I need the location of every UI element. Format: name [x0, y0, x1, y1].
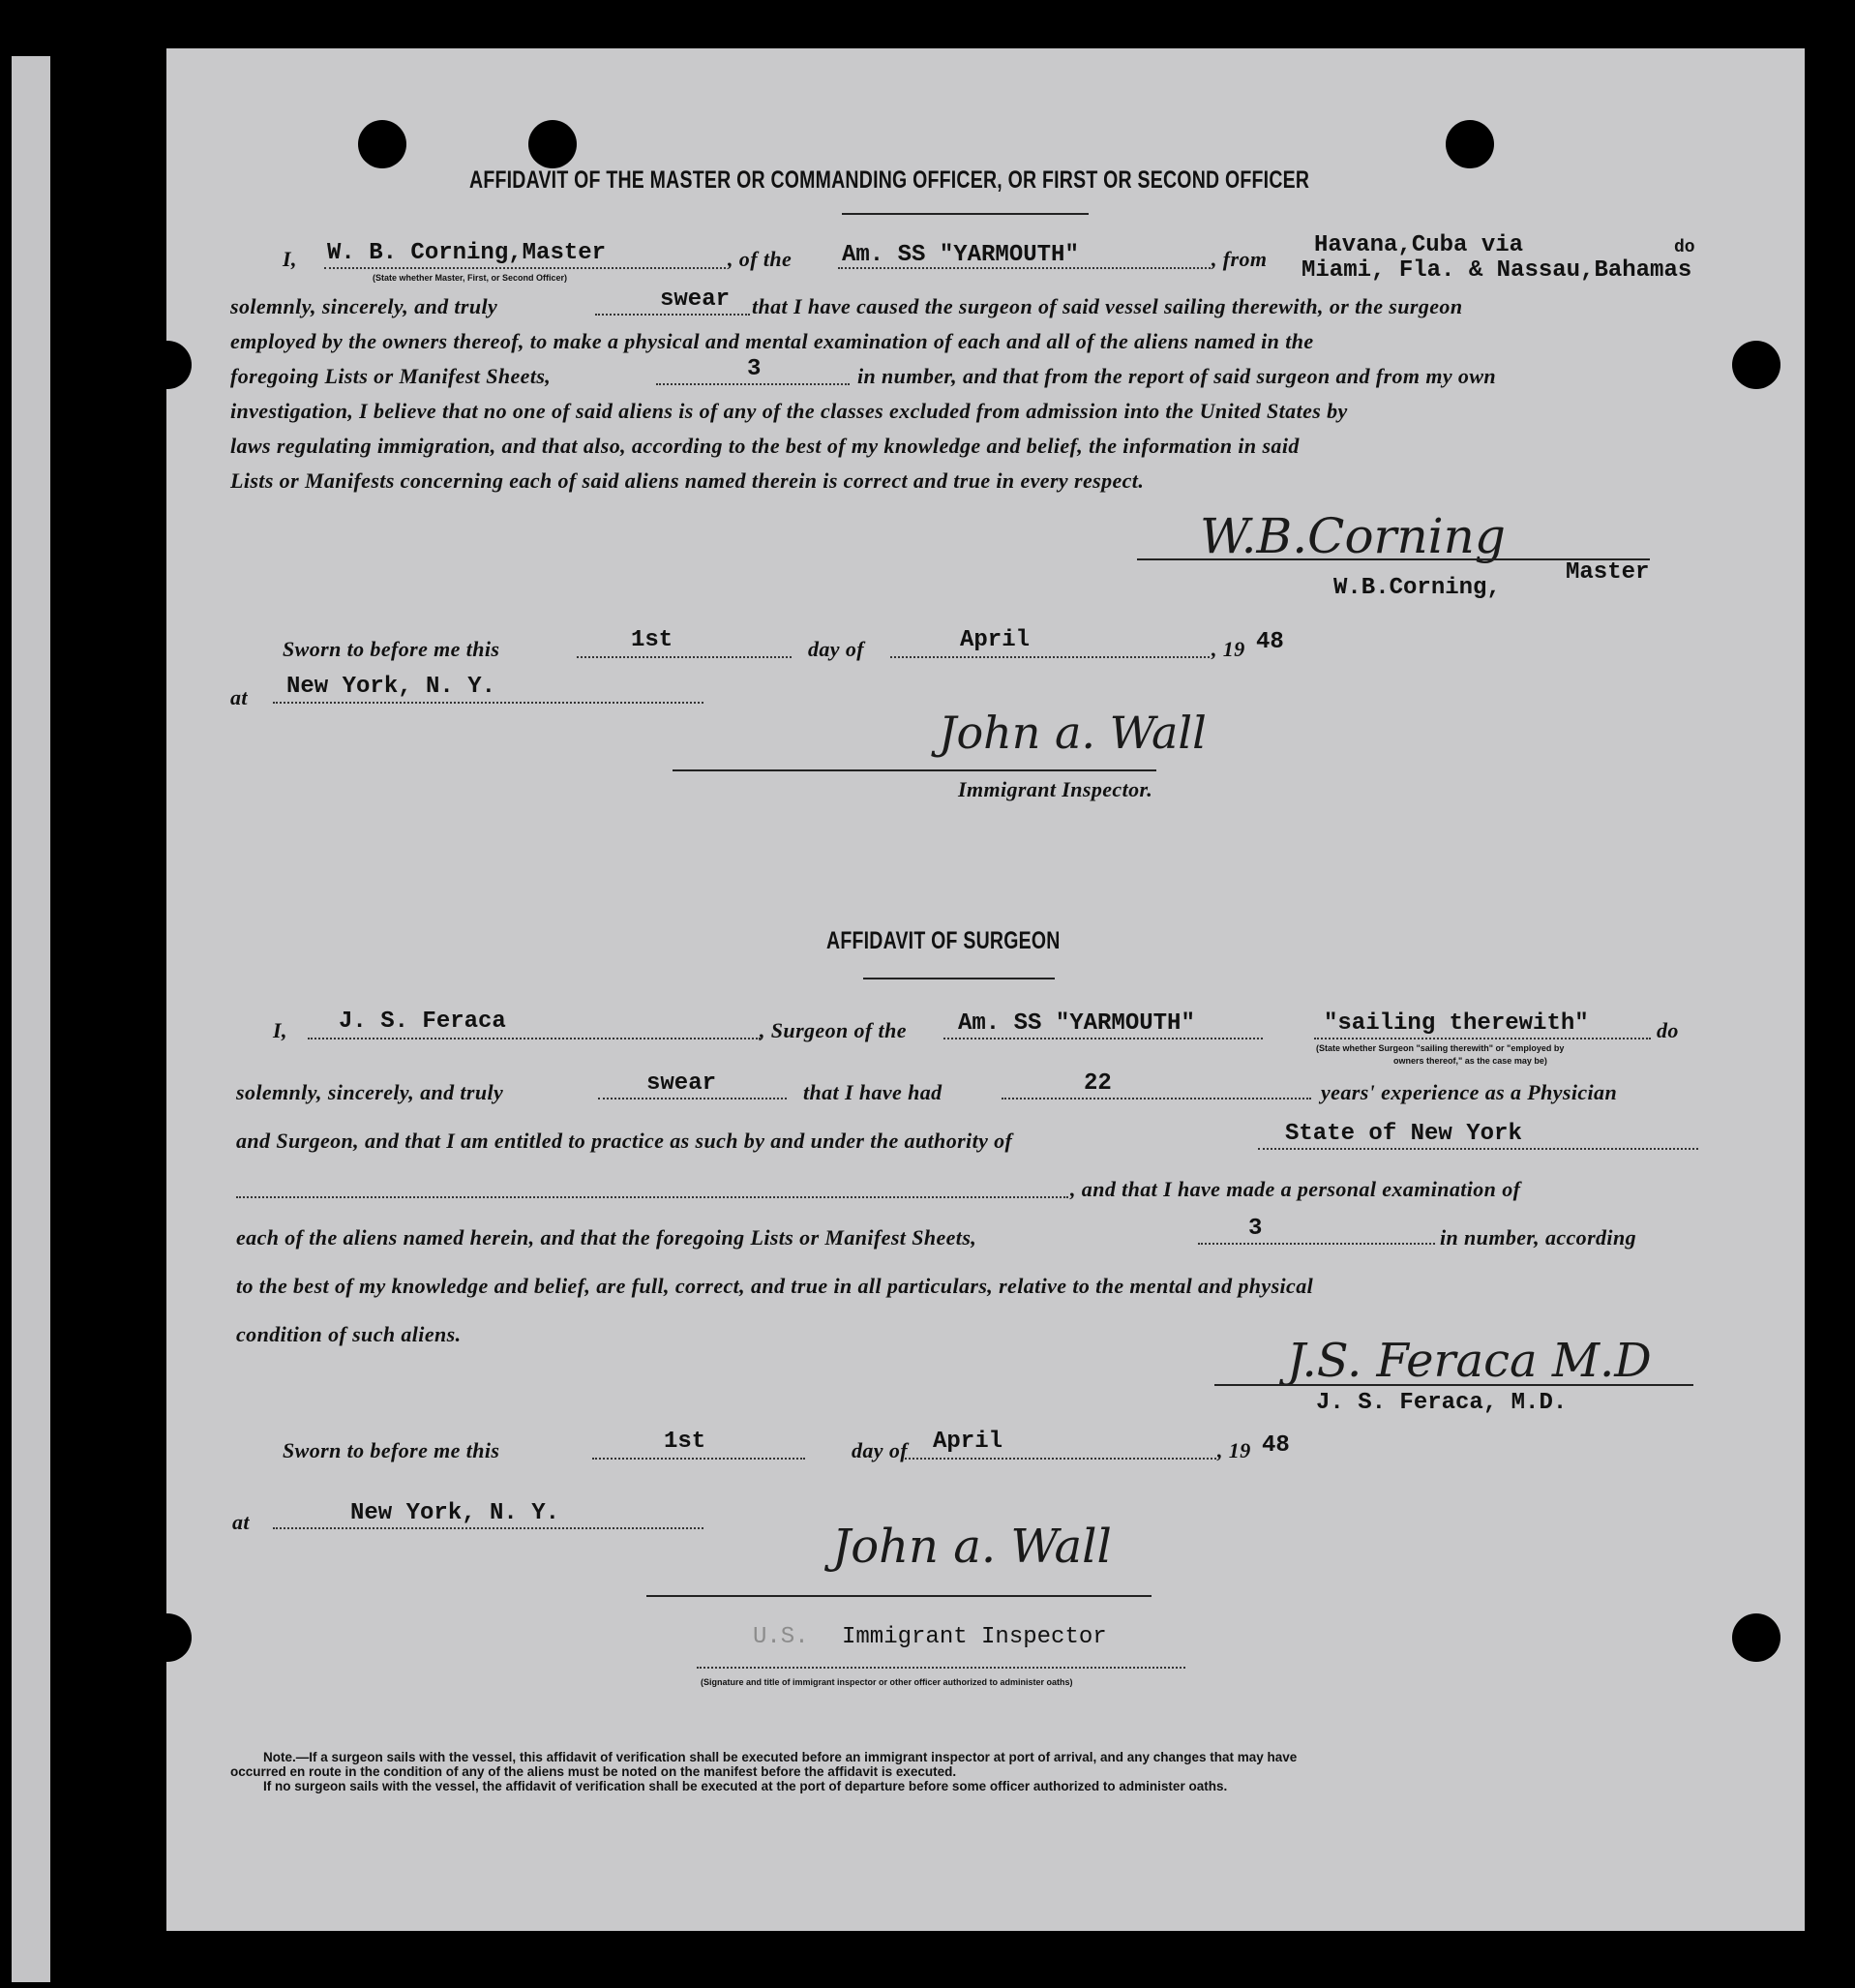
from-value-1: Havana,Cuba via	[1314, 232, 1524, 258]
punch-hole	[143, 341, 192, 389]
master-month-value: April	[960, 627, 1031, 653]
master-inspector-signature: John a. Wall	[939, 707, 1207, 759]
surgeon-of-label: , Surgeon of the	[760, 1018, 907, 1042]
surgeon-name-line	[308, 1038, 761, 1039]
master-day-of: day of	[808, 637, 864, 661]
surgeon-month-value: April	[933, 1429, 1003, 1455]
surgeon-text-line6: condition of such aliens.	[236, 1322, 462, 1346]
inspector-stamp: Immigrant Inspector	[842, 1624, 1107, 1650]
years-line	[1002, 1098, 1311, 1099]
master-sworn-text: Sworn to before me this	[283, 637, 500, 661]
sailing-line	[1314, 1038, 1651, 1039]
surgeon-inspector-line	[646, 1595, 1152, 1597]
punch-hole	[528, 120, 577, 168]
surgeon-text-line2: and Surgeon, and that I am entitled to practice as such by and under the authority of	[236, 1129, 1013, 1153]
master-inspector-title: Immigrant Inspector.	[958, 777, 1153, 801]
day-line	[577, 656, 792, 658]
note-line-2: occurred en route in the condition of any of the aliens must be noted on the manifest before the affidavit is executed.	[230, 1764, 957, 1779]
master-text-line2: employed by the owners thereof, to make a physical and mental examination of each and all of the aliens named in the	[230, 329, 1314, 353]
master-name-hint: (State whether Master, First, or Second Officer)	[373, 273, 568, 283]
surgeon-signature-line	[1214, 1384, 1693, 1386]
master-text-line6: Lists or Manifests concerning each of said aliens named therein is correct and true in every respect.	[230, 468, 1145, 493]
inspector-signature-line	[673, 769, 1156, 771]
surgeon-vessel-value: Am. SS "YARMOUTH"	[958, 1010, 1195, 1037]
surgeon-typed-name: J. S. Feraca, M.D.	[1316, 1390, 1568, 1416]
master-place-value: New York, N. Y.	[286, 674, 496, 700]
surgeon-text-line4b: in number, according	[1440, 1225, 1636, 1250]
surgeon-text-line4a: each of the aliens named herein, and that the foregoing Lists or Manifest Sheets,	[236, 1225, 977, 1250]
surgeon-at: at	[232, 1510, 250, 1534]
note-line-1: Note.—If a surgeon sails with the vessel, this affidavit of verification shall be executed before an immigrant inspector at port of arrival, and any changes that may have	[263, 1750, 1298, 1764]
punch-hole	[358, 120, 406, 168]
authority-value: State of New York	[1285, 1121, 1522, 1147]
month-line	[890, 656, 1210, 658]
master-sheets-value: 3	[747, 356, 762, 382]
vessel-value: Am. SS "YARMOUTH"	[842, 242, 1079, 268]
from-value-2: Miami, Fla. & Nassau,Bahamas	[1301, 257, 1692, 284]
solemnly-text: solemnly, sincerely, and truly	[230, 294, 498, 318]
master-name-value: W. B. Corning,Master	[327, 240, 607, 266]
surgeon-sworn-text: Sworn to before me this	[283, 1438, 500, 1462]
surgeon-years-value: 22	[1084, 1070, 1112, 1097]
swear-value: swear	[660, 286, 731, 313]
authority-line	[1258, 1148, 1698, 1150]
sheets-line	[656, 383, 850, 385]
master-text-line4: investigation, I believe that no one of said aliens is of any of the classes excluded from admission into the United States by	[230, 399, 1348, 423]
master-year-value: 48	[1256, 629, 1284, 655]
surgeon-text-line5: to the best of my knowledge and belief, are full, correct, and true in all particulars, relative to the mental and physical	[236, 1274, 1314, 1298]
surgeon-day-value: 1st	[664, 1429, 706, 1455]
master-text-line5: laws regulating immigration, and that also, according to the best of my knowledge and belief, the information in said	[230, 434, 1300, 458]
vessel-line	[838, 267, 1211, 269]
officer-signature-line	[697, 1667, 1185, 1669]
surgeon-place-line	[273, 1527, 703, 1529]
surgeon-years-exp: years' experience as a Physician	[1321, 1080, 1618, 1104]
surgeon-affidavit-title: AFFIDAVIT OF SURGEON	[826, 927, 1061, 954]
surgeon-name-value: J. S. Feraca	[339, 1009, 506, 1035]
master-signature: W.B.Corning	[1200, 508, 1506, 564]
punch-hole	[1732, 341, 1780, 389]
place-line	[273, 702, 703, 704]
surgeon-vessel-line	[943, 1038, 1263, 1039]
master-text-line3a: foregoing Lists or Manifest Sheets,	[230, 364, 552, 388]
surgeon-swear-line	[598, 1098, 787, 1099]
master-typed-title: Master	[1566, 559, 1650, 586]
surgeon-have-had: that I have had	[803, 1080, 942, 1104]
surgeon-place-value: New York, N. Y.	[350, 1500, 560, 1526]
master-affidavit-title: AFFIDAVIT OF THE MASTER OR COMMANDING OFFICER, OR FIRST OR SECOND OFFICER	[469, 166, 1310, 194]
swear-line	[595, 314, 750, 316]
surgeon-inspector-signature: John a. Wall	[832, 1520, 1112, 1574]
punch-hole	[1446, 120, 1494, 168]
master-day-value: 1st	[631, 627, 673, 653]
surgeon-i-label: I,	[273, 1018, 287, 1042]
master-name-line	[324, 267, 726, 269]
surgeon-day-line	[592, 1458, 805, 1460]
surgeon-sheets-line	[1198, 1243, 1435, 1245]
surgeon-solemnly: solemnly, sincerely, and truly	[236, 1080, 504, 1104]
surgeon-swear-value: swear	[646, 1070, 717, 1097]
sailing-hint-2: owners thereof," as the case may be)	[1393, 1056, 1547, 1066]
officer-signature-hint: (Signature and title of immigrant inspector or other officer authorized to administer oaths)	[701, 1677, 1073, 1687]
surgeon-title-rule	[863, 978, 1055, 979]
surgeon-day-of: day of	[852, 1438, 908, 1462]
master-at: at	[230, 685, 248, 709]
master-year-prefix: , 19	[1212, 637, 1245, 661]
surgeon-month-line	[905, 1458, 1216, 1460]
i-label: I,	[283, 247, 297, 271]
sailing-value: "sailing therewith"	[1324, 1010, 1589, 1037]
punch-hole	[1732, 1613, 1780, 1662]
surgeon-year-prefix: , 19	[1217, 1438, 1251, 1462]
title-rule	[842, 213, 1089, 215]
of-the-label: , of the	[728, 247, 793, 271]
master-text-line1: that I have caused the surgeon of said vessel sailing therewith, or the surgeon	[752, 294, 1463, 318]
punch-hole	[143, 1613, 192, 1662]
sailing-hint-1: (State whether Surgeon "sailing therewith" or "employed by	[1316, 1043, 1565, 1053]
surgeon-text-line3: , and that I have made a personal examination of	[1070, 1177, 1521, 1201]
master-typed-name: W.B.Corning,	[1333, 575, 1501, 601]
inspector-stamp-faint: U.S.	[753, 1624, 809, 1650]
note-line-3: If no surgeon sails with the vessel, the affidavit of verification shall be executed at the port of departure before some officer authorized to administer oaths.	[263, 1779, 1228, 1793]
do-mark: do	[1674, 238, 1695, 257]
authority-line-2	[236, 1196, 1068, 1198]
surgeon-sheets-value: 3	[1248, 1216, 1263, 1242]
from-label: , from	[1212, 247, 1268, 271]
surgeon-year-value: 48	[1262, 1432, 1290, 1459]
master-text-line3b: in number, and that from the report of said surgeon and from my own	[857, 364, 1497, 388]
adjacent-page-edge	[12, 56, 50, 1982]
surgeon-do: do	[1657, 1018, 1679, 1042]
surgeon-signature: J.S. Feraca M.D	[1287, 1334, 1652, 1388]
